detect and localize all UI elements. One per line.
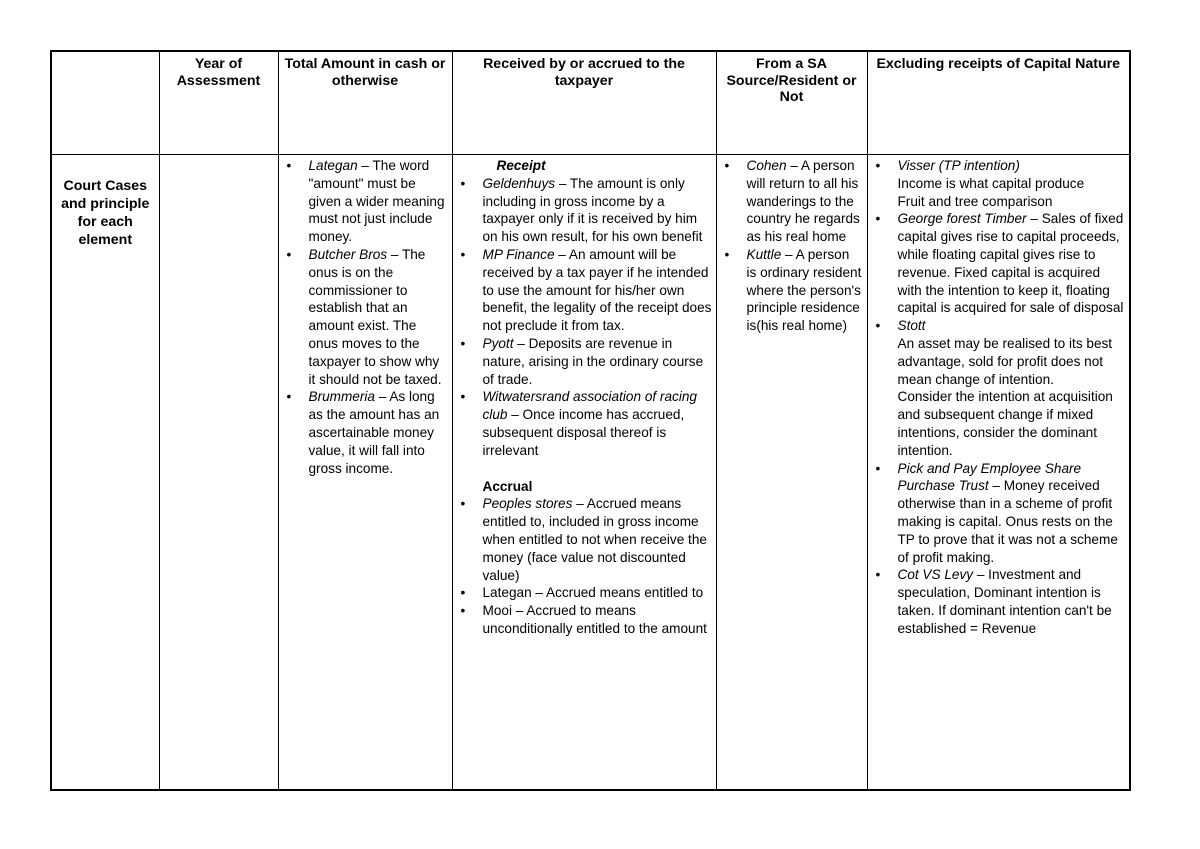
source-list bbox=[721, 157, 863, 335]
case-principle-line: Fruit and tree comparison bbox=[897, 193, 1053, 209]
total-amount-list bbox=[283, 157, 448, 477]
case-principle: – Sales of fixed capital gives rise to capital proceeds, while floating capital gives rise to revenue. Fixed capital is acquired with the intention to keep it, floating capital is acquired for sale of disposal bbox=[897, 211, 1124, 316]
case-name: Peoples stores bbox=[482, 496, 573, 512]
header-year: Year of Assessment bbox=[159, 51, 278, 155]
case-name: Butcher Bros bbox=[308, 246, 388, 262]
case-item bbox=[457, 388, 712, 459]
case-principle: – The onus is on the commissioner to establish that an amount exist. The onus moves to the taxpayer to show why it should not be taxed. bbox=[308, 246, 442, 387]
header-total-amount: Total Amount in cash or otherwise bbox=[278, 51, 452, 155]
case-name: Cohen bbox=[746, 158, 787, 173]
case-item bbox=[872, 566, 1126, 637]
case-law-table bbox=[50, 50, 1131, 791]
cases-row bbox=[51, 155, 1130, 791]
case-item bbox=[721, 157, 863, 246]
header-row bbox=[51, 51, 1130, 155]
case-name: Geldenhuys bbox=[482, 175, 556, 191]
case-item bbox=[283, 157, 448, 246]
case-item bbox=[872, 157, 1126, 210]
source-cell bbox=[716, 155, 867, 791]
case-item bbox=[457, 584, 712, 602]
received-cell bbox=[452, 155, 716, 791]
case-principle: – As long as the amount has an ascertainable money value, it will fall into gross income. bbox=[308, 389, 440, 476]
row-label: Court Cases and principle for each element bbox=[51, 155, 159, 791]
header-source: From a SA Source/Resident or Not bbox=[716, 51, 867, 155]
year-cell bbox=[159, 155, 278, 791]
case-principle: – A person will return to all his wanderings to the country he regards as his real home bbox=[746, 158, 860, 245]
case-principle: – The amount is only including in gross income by a taxpayer only if it is received by him on his own result, for his own benefit bbox=[482, 175, 703, 245]
case-principle: – Deposits are revenue in nature, arising in the ordinary course of trade. bbox=[482, 335, 704, 387]
excluding-list bbox=[872, 157, 1126, 638]
case-name: Pick and Pay Employee Share Purchase Trust bbox=[897, 460, 1082, 494]
case-principle-line: Income is what capital produce bbox=[897, 175, 1085, 191]
case-principle: – Accrued means entitled to, included in gross income when entitled to not when receive the money (face value not discounted value) bbox=[482, 496, 707, 583]
total-amount-cell bbox=[278, 155, 452, 791]
accrual-heading: Accrual bbox=[482, 478, 533, 494]
case-principle-line: Consider the intention at acquisition and subsequent change if mixed intentions, consider the dominant intention. bbox=[897, 389, 1113, 458]
case-item bbox=[457, 175, 712, 246]
case-item bbox=[872, 460, 1126, 567]
corner-cell bbox=[51, 51, 159, 155]
case-name: Cot VS Levy bbox=[897, 567, 974, 583]
case-item bbox=[872, 210, 1126, 317]
case-name: Stott bbox=[897, 318, 926, 334]
case-name: Brummeria bbox=[308, 389, 375, 405]
case-item bbox=[283, 388, 448, 477]
case-item bbox=[457, 335, 712, 388]
case-name: Pyott bbox=[482, 335, 514, 351]
receipt-heading: Receipt bbox=[496, 158, 546, 173]
case-principle: – Money received otherwise than in a scheme of profit making is capital. Onus rests on the TP to prove that it was not a scheme of profit making. bbox=[897, 478, 1118, 565]
case-principle: – A person is ordinary resident where the person's principle residence is(his real home) bbox=[746, 246, 862, 334]
case-item bbox=[721, 246, 863, 335]
case-principle: – Investment and speculation, Dominant intention is taken. If dominant intention can't be established = Revenue bbox=[897, 567, 1112, 636]
case-name: MP Finance bbox=[482, 246, 555, 262]
case-name: George forest Timber bbox=[897, 211, 1027, 227]
case-item bbox=[457, 602, 712, 638]
accrual-list bbox=[457, 495, 712, 637]
case-name: Witwatersrand association of racing club bbox=[482, 389, 697, 423]
case-item bbox=[872, 317, 1126, 459]
case-principle: – An amount will be received by a tax payer if he intended to use the amount for his/her own benefit, the legality of the receipt does not preclude it from tax. bbox=[482, 246, 712, 334]
excluding-cell bbox=[867, 155, 1130, 791]
case-principle-line: An asset may be realised to its best advantage, sold for profit does not mean change of intention. bbox=[897, 335, 1113, 387]
case-item bbox=[283, 246, 448, 388]
case-principle: Mooi – Accrued to means unconditionally entitled to the amount bbox=[482, 603, 707, 636]
case-principle: – The word "amount" must be given a wider meaning must not just include money. bbox=[308, 158, 445, 245]
receipt-list bbox=[457, 175, 712, 460]
case-principle: Lategan – Accrued means entitled to bbox=[482, 585, 704, 601]
case-name: Kuttle bbox=[746, 246, 782, 262]
case-name: Visser (TP intention) bbox=[897, 158, 1020, 173]
case-name: Lategan bbox=[308, 158, 358, 173]
case-item bbox=[457, 246, 712, 335]
header-received: Received by or accrued to the taxpayer bbox=[452, 51, 716, 155]
case-principle: – Once income has accrued, subsequent disposal thereof is irrelevant bbox=[482, 407, 685, 458]
header-excluding: Excluding receipts of Capital Nature bbox=[867, 51, 1130, 155]
case-item bbox=[457, 495, 712, 584]
